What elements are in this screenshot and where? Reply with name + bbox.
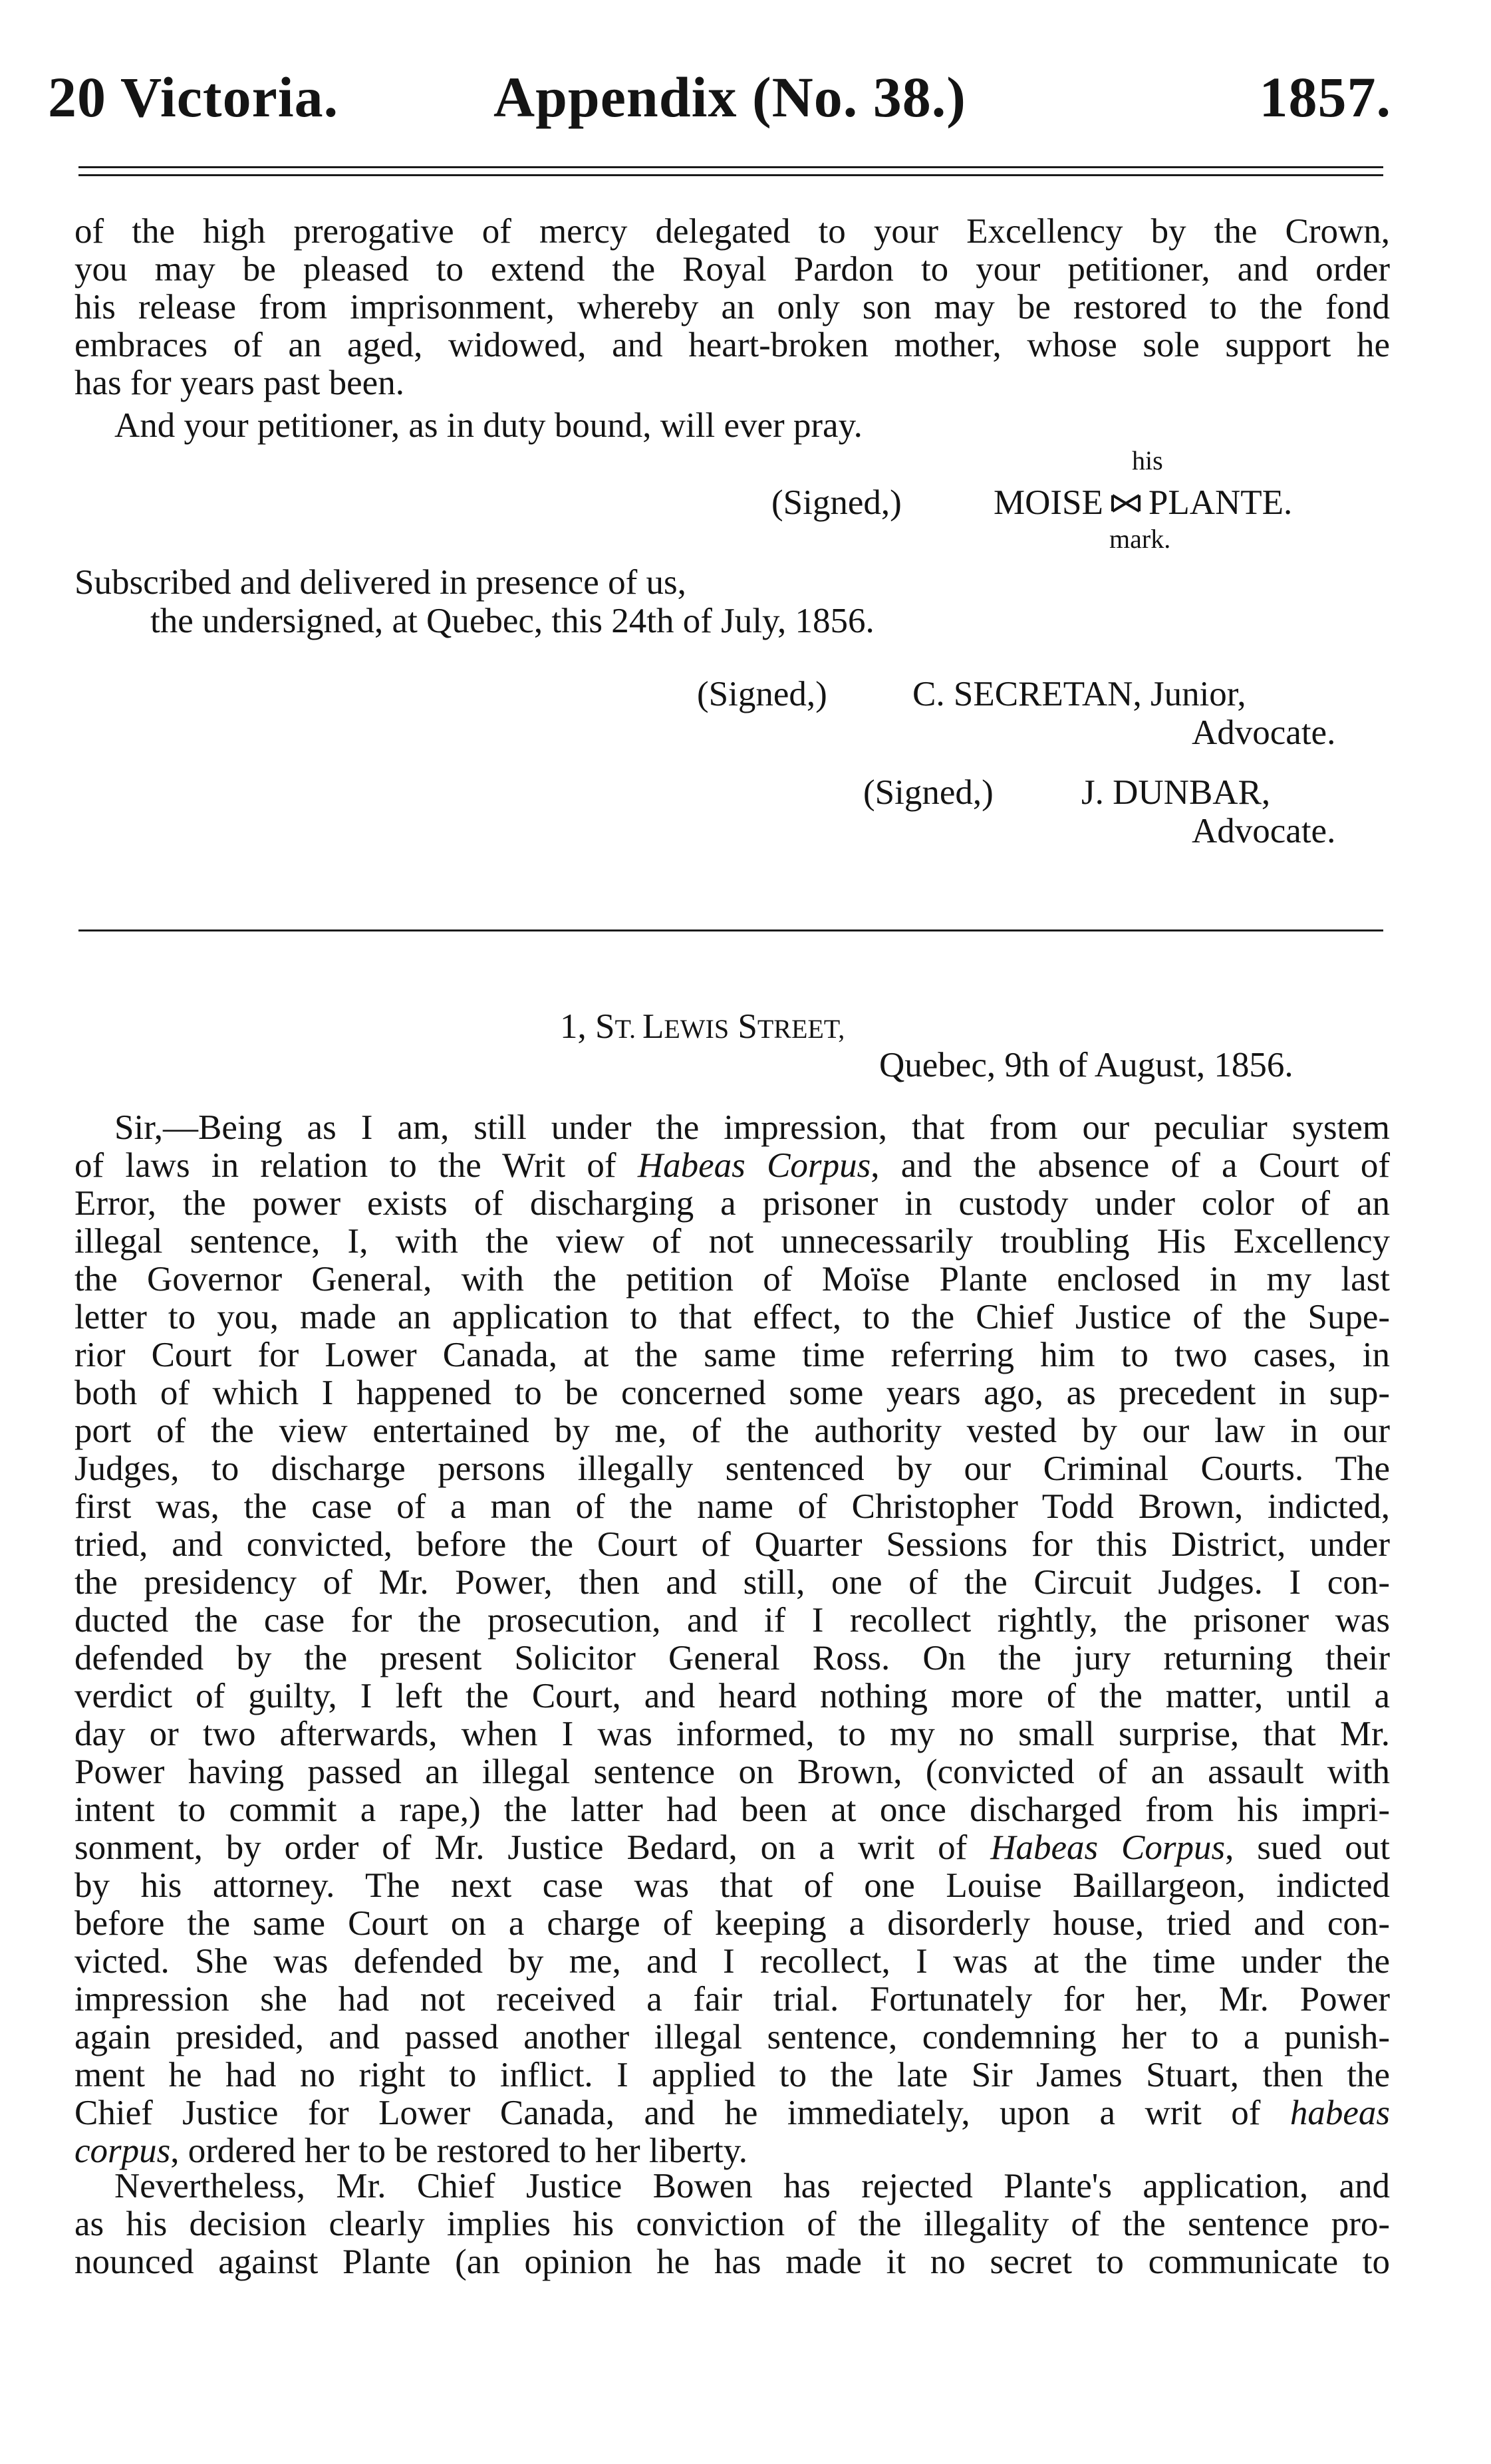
header-rule-bottom bbox=[78, 174, 1383, 176]
letter-line: verdict of guilty, I left the Court, and heard nothing more of the matter, until a bbox=[74, 1677, 1390, 1715]
address-number: 1, bbox=[560, 1007, 595, 1046]
signature-name bbox=[994, 484, 1292, 522]
letter-line: the presidency of Mr. Power, then and still, one of the Circuit Judges. I con- bbox=[74, 1563, 1390, 1602]
address-st-initial: S bbox=[595, 1007, 615, 1046]
address-street-rest: TREET, bbox=[757, 1014, 845, 1044]
petition-prayer: And your petitioner, as in duty bound, will ever pray. bbox=[114, 406, 863, 445]
letter-line: Nevertheless, Mr. Chief Justice Bowen has rejected Plante's application, and bbox=[114, 2167, 1390, 2205]
letter-line: victed. She was defended by me, and I recollect, I was at the time under the bbox=[74, 1942, 1390, 1981]
header-appendix: Appendix (No. 38.) bbox=[493, 65, 966, 129]
letter-line: the Governor General, with the petition of Moïse Plante enclosed in my last bbox=[74, 1260, 1390, 1298]
witness-1-name: C. SECRETAN, Junior, bbox=[912, 675, 1246, 713]
letter-line: Error, the power exists of discharging a prisoner in custody under color of an bbox=[74, 1184, 1390, 1223]
signature-last-name: PLANTE. bbox=[1148, 483, 1293, 522]
letter-line: illegal sentence, I, with the view of not unnecessarily troubling His Excellency bbox=[74, 1222, 1390, 1261]
letter-line: sonment, by order of Mr. Justice Bedard, on a writ of Habeas Corpus, sued out bbox=[74, 1828, 1390, 1867]
letter-line: impression she had not received a fair trial. Fortunately for her, Mr. Power bbox=[74, 1980, 1390, 2019]
letter-line: Sir,—Being as I am, still under the impression, that from our peculiar system bbox=[114, 1108, 1390, 1147]
address-lewis-rest: EWIS bbox=[664, 1014, 730, 1044]
letter-line: nounced against Plante (an opinion he has made it no secret to communicate to bbox=[74, 2243, 1390, 2281]
address-lewis-initial: L bbox=[642, 1007, 664, 1046]
letter-line: Power having passed an illegal sentence on Brown, (convicted of an assault with bbox=[74, 1753, 1390, 1791]
witness-2-signed: (Signed,) bbox=[863, 773, 994, 812]
letter-paragraph-2 bbox=[74, 2167, 1390, 2281]
letter-date: Quebec, 9th of August, 1856. bbox=[879, 1046, 1293, 1084]
signature-cross-mark bbox=[1110, 490, 1142, 517]
attestation-line-2: the undersigned, at Quebec, this 24th of July, 1856. bbox=[150, 602, 875, 640]
letter-line: before the same Court on a charge of keeping a disorderly house, tried and con- bbox=[74, 1904, 1390, 1943]
letter-line: ducted the case for the prosecution, and if I recollect rightly, the prisoner was bbox=[74, 1601, 1390, 1640]
italic-term: Habeas Corpus bbox=[637, 1146, 871, 1185]
witness-2-name: J. DUNBAR, bbox=[1081, 773, 1271, 812]
letter-line: port of the view entertained by me, of the authority vested by our law in our bbox=[74, 1412, 1390, 1450]
letter-line: first was, the case of a man of the name of Christopher Todd Brown, indicted, bbox=[74, 1487, 1390, 1526]
petition-line: of the high prerogative of mercy delegated to your Excellency by the Crown, bbox=[74, 212, 1390, 251]
letter-paragraph-1 bbox=[74, 1109, 1390, 2170]
letter-line: intent to commit a rape,) the latter had been at once discharged from his impri- bbox=[74, 1790, 1390, 1829]
letter-line: tried, and convicted, before the Court of Quarter Sessions for this District, under bbox=[74, 1525, 1390, 1564]
address-st-rest: T bbox=[614, 1014, 629, 1044]
petition-line: embraces of an aged, widowed, and heart-broken mother, whose sole support he bbox=[74, 326, 1390, 364]
italic-term: Habeas Corpus bbox=[990, 1828, 1226, 1867]
letter-line: Judges, to discharge persons illegally sentenced by our Criminal Courts. The bbox=[74, 1449, 1390, 1488]
petition-line: you may be pleased to extend the Royal Pardon to your petitioner, and order bbox=[74, 250, 1390, 289]
witness-1-signed: (Signed,) bbox=[697, 675, 827, 713]
letter-line: corpus, ordered her to be restored to her liberty. bbox=[74, 2132, 748, 2170]
witness-1-title: Advocate. bbox=[1192, 713, 1336, 752]
signature-mark: mark. bbox=[1109, 524, 1171, 554]
italic-term: corpus bbox=[74, 2132, 171, 2170]
witness-2-title: Advocate. bbox=[1192, 812, 1336, 850]
letter-line: again presided, and passed another illegal sentence, condemning her to a punish- bbox=[74, 2018, 1390, 2056]
header-session: 20 Victoria. bbox=[48, 65, 339, 129]
letter-line: ment he had no right to inflict. I applied to the late Sir James Stuart, then the bbox=[74, 2056, 1390, 2094]
italic-term: habeas bbox=[1289, 2094, 1390, 2132]
signature-his: his bbox=[1132, 445, 1163, 475]
section-rule bbox=[78, 929, 1383, 931]
letter-line: rior Court for Lower Canada, at the same time referring him to two cases, in bbox=[74, 1336, 1390, 1374]
running-header bbox=[48, 64, 1391, 137]
header-rule-top bbox=[78, 166, 1383, 168]
letter-line: letter to you, made an application to that effect, to the Chief Justice of the Supe- bbox=[74, 1298, 1390, 1336]
petition-line: his release from imprisonment, whereby an only son may be restored to the fond bbox=[74, 288, 1390, 326]
petition-line: has for years past been. bbox=[74, 364, 404, 402]
header-year: 1857. bbox=[1259, 65, 1391, 129]
signature-first-name: MOISE bbox=[994, 483, 1103, 522]
letter-line: of laws in relation to the Writ of Habeas Corpus, and the absence of a Court of bbox=[74, 1146, 1391, 1185]
attestation-line-1: Subscribed and delivered in presence of us, bbox=[74, 563, 686, 602]
letter-address: 1, ST. LEWIS STREET, bbox=[560, 1007, 845, 1046]
letter-line: defended by the present Solicitor General Ross. On the jury returning their bbox=[74, 1639, 1390, 1677]
letter-line: as his decision clearly implies his conviction of the illegality of the sentence pro- bbox=[74, 2205, 1390, 2243]
letter-line: day or two afterwards, when I was informed, to my no small surprise, that Mr. bbox=[74, 1715, 1390, 1753]
letter-line: both of which I happened to be concerned some years ago, as precedent in sup- bbox=[74, 1374, 1390, 1412]
address-street-initial: S bbox=[738, 1007, 757, 1046]
letter-line: Chief Justice for Lower Canada, and he immediately, upon a writ of habeas bbox=[74, 2094, 1390, 2132]
signature-signed: (Signed,) bbox=[771, 483, 902, 522]
petition-paragraph bbox=[74, 213, 1390, 402]
letter-line: by his attorney. The next case was that of one Louise Baillargeon, indicted bbox=[74, 1866, 1390, 1905]
